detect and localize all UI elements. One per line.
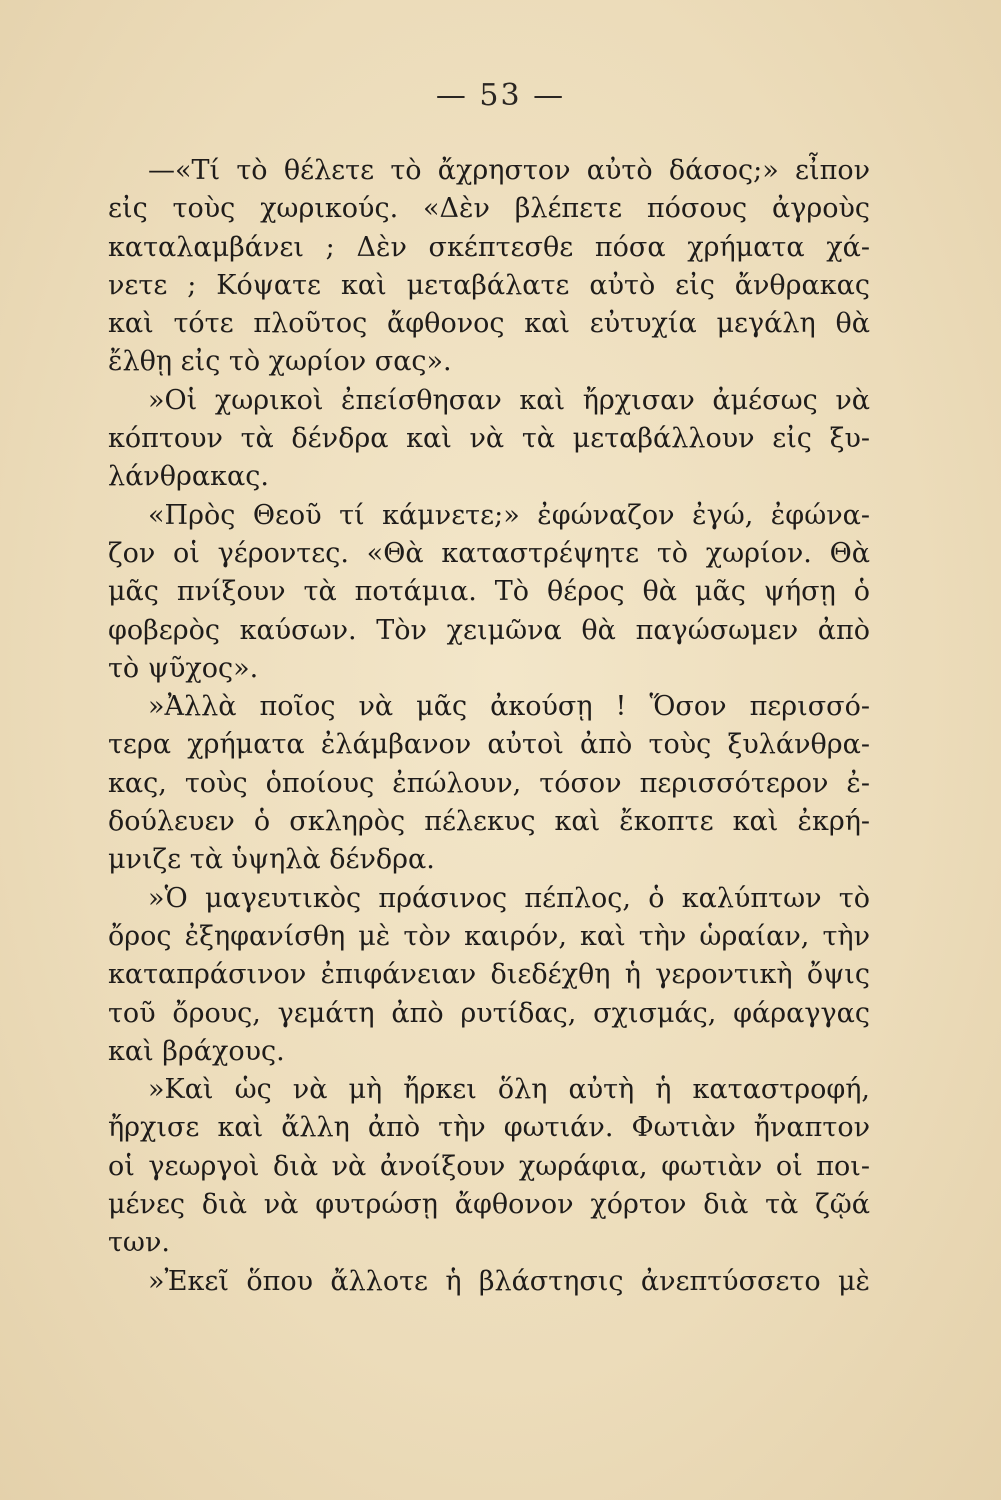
text-line: τερα χρήματα ἐλάμβανον αὐτοὶ ἀπὸ τοὺς ξυλάνθρα- <box>108 729 870 761</box>
text-line: εἰς τοὺς χωρικούς. «Δὲν βλέπετε πόσους ἀγροὺς <box>108 193 870 225</box>
paragraph <box>108 497 870 688</box>
paragraph <box>108 1263 870 1301</box>
text-line: »Ὁ μαγευτικὸς πράσινος πέπλος, ὁ καλύπτων τὸ <box>148 882 870 914</box>
paragraph <box>108 880 870 1071</box>
text-line: —«Τί τὸ θέλετε τὸ ἄχρηστον αὐτὸ δάσος;» εἶπον <box>148 155 870 186</box>
text-line: »Καὶ ὡς νὰ μὴ ἤρκει ὅλη αὐτὴ ἡ καταστροφή, <box>148 1074 870 1106</box>
paragraph <box>108 382 870 497</box>
text-line: ζον οἱ γέροντες. «Θὰ καταστρέψητε τὸ χωρίον. Θὰ <box>108 537 870 569</box>
text-line: καταλαμβάνει ; Δὲν σκέπτεσθε πόσα χρήματα χά- <box>108 231 870 263</box>
text-line: μνιζε τὰ ὑψηλὰ δένδρα. <box>108 844 435 876</box>
paragraph <box>108 152 870 382</box>
text-line: καταπράσινον ἐπιφάνειαν διεδέχθη ἡ γεροντικὴ ὄψις <box>108 959 870 991</box>
paragraph <box>108 688 870 879</box>
text-line: καὶ βράχους. <box>108 1035 285 1067</box>
text-line: »Ἐκεῖ ὅπου ἄλλοτε ἡ βλάστησις ἀνεπτύσσετο μὲ <box>148 1265 870 1297</box>
text-line: «Πρὸς Θεοῦ τί κάμνετε;» ἐφώναζον ἐγώ, ἐφώνα- <box>148 499 870 531</box>
text-line: των. <box>108 1227 170 1259</box>
text-line: οἱ γεωργοὶ διὰ νὰ ἀνοίξουν χωράφια, φωτιὰν οἱ ποι- <box>108 1150 870 1182</box>
text-line: νετε ; Κόψατε καὶ μεταβάλατε αὐτὸ εἰς ἄνθρακας <box>108 269 870 301</box>
text-line: λάνθρακας. <box>108 461 269 493</box>
text-line: τὸ ψῦχος». <box>108 652 259 684</box>
text-line: κόπτουν τὰ δένδρα καὶ νὰ τὰ μεταβάλλουν εἰς ξυ- <box>108 423 870 455</box>
text-line: »Ἀλλὰ ποῖος νὰ μᾶς ἀκούσῃ ! Ὅσον περισσό- <box>148 691 870 723</box>
text-line: ἤρχισε καὶ ἄλλη ἀπὸ τὴν φωτιάν. Φωτιὰν ἤναπτον <box>108 1112 870 1144</box>
text-line: μένες διὰ νὰ φυτρώσῃ ἄφθονον χόρτον διὰ τὰ ζῷά <box>108 1189 870 1221</box>
text-line: ὄρος ἐξηφανίσθη μὲ τὸν καιρόν, καὶ τὴν ὡραίαν, τὴν <box>108 920 870 952</box>
page-number: — 53 — <box>435 78 566 113</box>
paragraph <box>108 1071 870 1262</box>
text-line: δούλευεν ὁ σκληρὸς πέλεκυς καὶ ἔκοπτε καὶ ἐκρή- <box>108 806 870 838</box>
text-line: τοῦ ὄρους, γεμάτη ἀπὸ ρυτίδας, σχισμάς, φάραγγας <box>108 997 870 1029</box>
text-line: ἔλθῃ εἰς τὸ χωρίον σας». <box>108 346 452 378</box>
text-line: φοβερὸς καύσων. Τὸν χειμῶνα θὰ παγώσωμεν ἀπὸ <box>108 614 870 646</box>
text-line: »Οἱ χωρικοὶ ἐπείσθησαν καὶ ἤρχισαν ἀμέσως νὰ <box>148 384 870 416</box>
text-line: κας, τοὺς ὁποίους ἐπώλουν, τόσον περισσότερον ἐ- <box>108 767 870 799</box>
body-text <box>108 152 870 1301</box>
text-line: μᾶς πνίξουν τὰ ποτάμια. Τὸ θέρος θὰ μᾶς ψήσῃ ὁ <box>108 576 870 608</box>
text-line: καὶ τότε πλοῦτος ἄφθονος καὶ εὐτυχία μεγάλη θὰ <box>108 308 870 340</box>
